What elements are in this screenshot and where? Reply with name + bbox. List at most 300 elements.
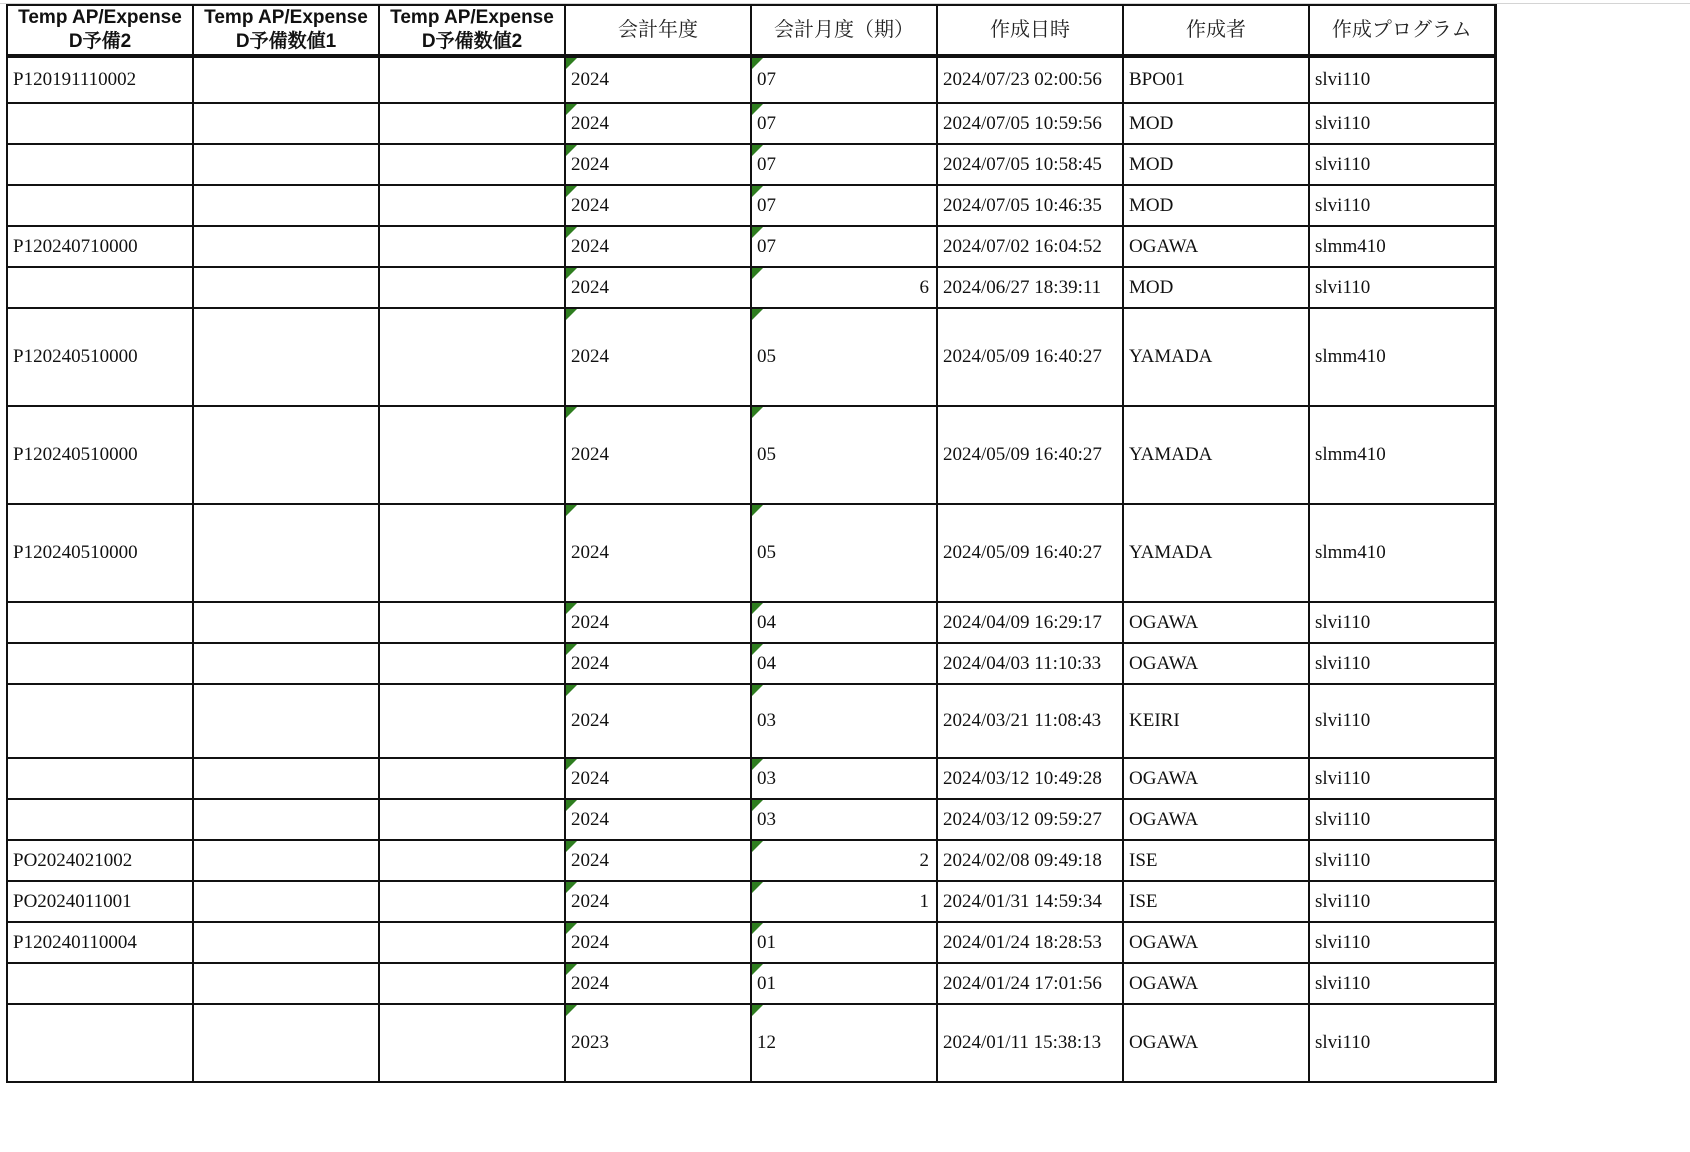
cell-year[interactable]	[565, 504, 751, 602]
cell-creator[interactable]	[1123, 758, 1309, 799]
cell-year[interactable]	[565, 406, 751, 504]
number-as-text-marker-icon	[566, 227, 577, 238]
cell-creator[interactable]	[1123, 799, 1309, 840]
cell-creator[interactable]	[1123, 684, 1309, 758]
cell-program[interactable]	[1309, 922, 1495, 963]
cell-spare2[interactable]	[7, 643, 193, 684]
cell-creator[interactable]	[1123, 267, 1309, 308]
cell-creator-value: BPO01	[1129, 69, 1185, 90]
cell-created-at[interactable]	[937, 643, 1123, 684]
cell-spare2[interactable]	[7, 308, 193, 406]
col-header-num2[interactable]: Temp AP/Expense D予備数値2	[379, 5, 565, 56]
cell-program[interactable]	[1309, 963, 1495, 1004]
cell-period-value: 03	[757, 808, 776, 830]
cell-program-value: slmm410	[1315, 235, 1386, 257]
number-as-text-marker-icon	[566, 1005, 577, 1016]
cell-program-value: slvi110	[1315, 276, 1371, 298]
cell-period-value: 1	[919, 890, 929, 912]
number-as-text-marker-icon	[752, 603, 763, 614]
cell-created-at-value: 2024/07/23 02:00:56	[943, 69, 1102, 90]
table-body	[7, 56, 1495, 1082]
cell-period[interactable]	[751, 684, 937, 758]
cell-period-value: 07	[757, 153, 776, 175]
col-header-created-at[interactable]: 作成日時	[937, 5, 1123, 56]
cell-creator[interactable]	[1123, 144, 1309, 185]
number-as-text-marker-icon	[566, 145, 577, 156]
cell-year[interactable]	[565, 799, 751, 840]
cell-spare2-value: P120240510000	[13, 444, 138, 465]
cell-program-value: slvi110	[1315, 611, 1371, 633]
number-as-text-marker-icon	[752, 186, 763, 197]
cell-year[interactable]	[565, 840, 751, 881]
cell-year-value: 2024	[571, 808, 609, 830]
cell-created-at[interactable]	[937, 267, 1123, 308]
cell-num1[interactable]	[193, 308, 379, 406]
cell-spare2-value: PO2024021002	[13, 849, 133, 871]
number-as-text-marker-icon	[752, 685, 763, 696]
cell-period[interactable]	[751, 963, 937, 1004]
cell-created-at[interactable]	[937, 881, 1123, 922]
cell-spare2[interactable]	[7, 226, 193, 267]
cell-creator-value: OGAWA	[1129, 767, 1199, 789]
cell-program-value: slvi110	[1315, 972, 1371, 994]
cell-period[interactable]	[751, 840, 937, 881]
cell-program[interactable]	[1309, 840, 1495, 881]
cell-creator[interactable]	[1123, 922, 1309, 963]
cell-spare2[interactable]	[7, 922, 193, 963]
cell-period[interactable]	[751, 922, 937, 963]
cell-num1[interactable]	[193, 185, 379, 226]
cell-spare2[interactable]	[7, 103, 193, 144]
number-as-text-marker-icon	[566, 800, 577, 811]
cell-program-value: slvi110	[1315, 652, 1371, 674]
cell-creator-value: YAMADA	[1129, 542, 1213, 563]
table-row	[7, 799, 1495, 840]
cell-num2[interactable]	[379, 406, 565, 504]
cell-num1[interactable]	[193, 643, 379, 684]
cell-created-at[interactable]	[937, 1004, 1123, 1082]
cell-year[interactable]	[565, 308, 751, 406]
cell-program-value: slvi110	[1315, 931, 1371, 953]
cell-created-at[interactable]	[937, 144, 1123, 185]
cell-year-value: 2024	[571, 444, 609, 465]
cell-num2[interactable]	[379, 881, 565, 922]
col-header-num1[interactable]: Temp AP/Expense D予備数値1	[193, 5, 379, 56]
cell-num1[interactable]	[193, 1004, 379, 1082]
cell-year-value: 2024	[571, 542, 609, 563]
number-as-text-marker-icon	[752, 1005, 763, 1016]
cell-spare2[interactable]	[7, 758, 193, 799]
cell-program-value: slvi110	[1315, 112, 1371, 134]
cell-period[interactable]	[751, 799, 937, 840]
cell-program-value: slvi110	[1315, 849, 1371, 871]
number-as-text-marker-icon	[566, 309, 577, 320]
cell-spare2-value: P120240710000	[13, 235, 138, 257]
cell-creator-value: OGAWA	[1129, 611, 1199, 633]
cell-year[interactable]	[565, 643, 751, 684]
cell-program[interactable]	[1309, 1004, 1495, 1082]
cell-period[interactable]	[751, 185, 937, 226]
col-header-period[interactable]: 会計月度（期）	[751, 5, 937, 56]
cell-created-at[interactable]	[937, 185, 1123, 226]
cell-year-value: 2024	[571, 346, 609, 367]
cell-num2[interactable]	[379, 267, 565, 308]
cell-period[interactable]	[751, 267, 937, 308]
cell-creator[interactable]	[1123, 226, 1309, 267]
number-as-text-marker-icon	[752, 407, 763, 418]
cell-spare2-value: P120240110004	[13, 931, 137, 953]
cell-spare2-value: P120240510000	[13, 346, 138, 367]
cell-period-value: 05	[757, 346, 776, 367]
col-header-spare2[interactable]: Temp AP/Expense D予備2	[7, 5, 193, 56]
cell-year[interactable]	[565, 56, 751, 103]
col-header-year[interactable]: 会計年度	[565, 5, 751, 56]
table-row	[7, 504, 1495, 602]
cell-creator[interactable]	[1123, 881, 1309, 922]
cell-year-value: 2024	[571, 153, 609, 175]
number-as-text-marker-icon	[752, 841, 763, 852]
cell-year[interactable]	[565, 684, 751, 758]
cell-program[interactable]	[1309, 226, 1495, 267]
cell-period-value: 01	[757, 931, 776, 953]
cell-year[interactable]	[565, 185, 751, 226]
table-row	[7, 922, 1495, 963]
cell-num2[interactable]	[379, 1004, 565, 1082]
cell-creator[interactable]	[1123, 504, 1309, 602]
cell-spare2[interactable]	[7, 504, 193, 602]
cell-program[interactable]	[1309, 602, 1495, 643]
cell-program[interactable]	[1309, 881, 1495, 922]
cell-program[interactable]	[1309, 267, 1495, 308]
cell-num1[interactable]	[193, 267, 379, 308]
number-as-text-marker-icon	[752, 644, 763, 655]
cell-created-at-value: 2024/07/05 10:46:35	[943, 194, 1102, 216]
cell-num1[interactable]	[193, 922, 379, 963]
cell-created-at[interactable]	[937, 103, 1123, 144]
cell-creator[interactable]	[1123, 602, 1309, 643]
header-row	[7, 5, 1495, 56]
cell-creator[interactable]	[1123, 840, 1309, 881]
cell-period-value: 05	[757, 542, 776, 563]
cell-period-value: 03	[757, 767, 776, 789]
cell-period-value: 07	[757, 69, 776, 90]
cell-spare2-value: P120191110002	[13, 69, 137, 90]
number-as-text-marker-icon	[752, 268, 763, 279]
cell-num1[interactable]	[193, 406, 379, 504]
cell-num1[interactable]	[193, 103, 379, 144]
col-header-creator[interactable]: 作成者	[1123, 5, 1309, 56]
table-row	[7, 758, 1495, 799]
cell-creator-value: YAMADA	[1129, 346, 1213, 367]
cell-creator-value: MOD	[1129, 194, 1174, 216]
cell-period-value: 12	[757, 1032, 776, 1053]
cell-creator[interactable]	[1123, 103, 1309, 144]
cell-period-value: 04	[757, 611, 776, 633]
table-row	[7, 144, 1495, 185]
cell-num2[interactable]	[379, 185, 565, 226]
col-header-program[interactable]: 作成プログラム	[1309, 5, 1495, 56]
cell-program-value: slmm410	[1315, 444, 1386, 465]
number-as-text-marker-icon	[566, 759, 577, 770]
cell-year-value: 2024	[571, 611, 609, 633]
cell-period[interactable]	[751, 758, 937, 799]
cell-spare2[interactable]	[7, 185, 193, 226]
cell-created-at[interactable]	[937, 684, 1123, 758]
cell-created-at-value: 2024/07/02 16:04:52	[943, 235, 1102, 257]
number-as-text-marker-icon	[752, 104, 763, 115]
cell-num1[interactable]	[193, 56, 379, 103]
cell-spare2[interactable]	[7, 963, 193, 1004]
cell-creator[interactable]	[1123, 308, 1309, 406]
cell-num1[interactable]	[193, 684, 379, 758]
cell-period[interactable]	[751, 504, 937, 602]
cell-program[interactable]	[1309, 144, 1495, 185]
cell-creator-value: OGAWA	[1129, 931, 1199, 953]
cell-year-value: 2024	[571, 710, 609, 731]
number-as-text-marker-icon	[566, 841, 577, 852]
cell-num2[interactable]	[379, 799, 565, 840]
cell-created-at-value: 2024/07/05 10:58:45	[943, 153, 1102, 175]
cell-num2[interactable]	[379, 504, 565, 602]
cell-creator-value: OGAWA	[1129, 652, 1199, 674]
cell-created-at[interactable]	[937, 922, 1123, 963]
number-as-text-marker-icon	[566, 644, 577, 655]
cell-spare2[interactable]	[7, 406, 193, 504]
table-row	[7, 643, 1495, 684]
number-as-text-marker-icon	[752, 923, 763, 934]
cell-spare2[interactable]	[7, 267, 193, 308]
cell-spare2[interactable]	[7, 684, 193, 758]
cell-period-value: 04	[757, 652, 776, 674]
cell-created-at[interactable]	[937, 406, 1123, 504]
cell-num1[interactable]	[193, 602, 379, 643]
number-as-text-marker-icon	[566, 603, 577, 614]
cell-created-at[interactable]	[937, 308, 1123, 406]
table-row	[7, 308, 1495, 406]
cell-num1[interactable]	[193, 963, 379, 1004]
cell-num1[interactable]	[193, 144, 379, 185]
cell-created-at[interactable]	[937, 56, 1123, 103]
cell-creator-value: MOD	[1129, 153, 1174, 175]
number-as-text-marker-icon	[752, 759, 763, 770]
cell-creator-value: MOD	[1129, 112, 1174, 134]
cell-num1[interactable]	[193, 799, 379, 840]
cell-num2[interactable]	[379, 840, 565, 881]
cell-program[interactable]	[1309, 56, 1495, 103]
cell-program[interactable]	[1309, 103, 1495, 144]
cell-num2[interactable]	[379, 103, 565, 144]
cell-period[interactable]	[751, 308, 937, 406]
cell-year-value: 2023	[571, 1032, 609, 1053]
cell-spare2[interactable]	[7, 799, 193, 840]
cell-created-at-value: 2024/01/24 17:01:56	[943, 972, 1102, 994]
cell-creator[interactable]	[1123, 406, 1309, 504]
table-row	[7, 684, 1495, 758]
cell-spare2-value: PO2024011001	[13, 890, 132, 912]
cell-num2[interactable]	[379, 144, 565, 185]
cell-program-value: slvi110	[1315, 767, 1371, 789]
cell-year-value: 2024	[571, 112, 609, 134]
cell-year[interactable]	[565, 267, 751, 308]
cell-creator-value: OGAWA	[1129, 235, 1199, 257]
cell-period[interactable]	[751, 56, 937, 103]
cell-spare2[interactable]	[7, 881, 193, 922]
cell-created-at-value: 2024/05/09 16:40:27	[943, 444, 1102, 465]
cell-period-value: 07	[757, 235, 776, 257]
cell-program[interactable]	[1309, 185, 1495, 226]
cell-program[interactable]	[1309, 758, 1495, 799]
number-as-text-marker-icon	[752, 58, 763, 69]
cell-period-value: 05	[757, 444, 776, 465]
cell-period[interactable]	[751, 881, 937, 922]
cell-period[interactable]	[751, 643, 937, 684]
cell-period[interactable]	[751, 602, 937, 643]
cell-num1[interactable]	[193, 226, 379, 267]
cell-year[interactable]	[565, 963, 751, 1004]
cell-year[interactable]	[565, 922, 751, 963]
cell-year-value: 2024	[571, 972, 609, 994]
table-row	[7, 881, 1495, 922]
number-as-text-marker-icon	[566, 104, 577, 115]
table-row	[7, 185, 1495, 226]
cell-created-at[interactable]	[937, 963, 1123, 1004]
cell-created-at[interactable]	[937, 602, 1123, 643]
cell-year[interactable]	[565, 602, 751, 643]
cell-year-value: 2024	[571, 276, 609, 298]
cell-year-value: 2024	[571, 652, 609, 674]
cell-program[interactable]	[1309, 504, 1495, 602]
number-as-text-marker-icon	[566, 923, 577, 934]
cell-period[interactable]	[751, 1004, 937, 1082]
number-as-text-marker-icon	[566, 186, 577, 197]
cell-num1[interactable]	[193, 840, 379, 881]
cell-program[interactable]	[1309, 308, 1495, 406]
number-as-text-marker-icon	[752, 800, 763, 811]
number-as-text-marker-icon	[752, 505, 763, 516]
table-row	[7, 267, 1495, 308]
cell-num1[interactable]	[193, 504, 379, 602]
cell-created-at-value: 2024/04/03 11:10:33	[943, 652, 1102, 674]
cell-creator[interactable]	[1123, 1004, 1309, 1082]
table-row	[7, 840, 1495, 881]
cell-year-value: 2024	[571, 194, 609, 216]
cell-created-at[interactable]	[937, 840, 1123, 881]
cell-creator[interactable]	[1123, 56, 1309, 103]
cell-program-value: slvi110	[1315, 808, 1371, 830]
cell-created-at-value: 2024/03/21 11:08:43	[943, 710, 1102, 731]
cell-spare2[interactable]	[7, 840, 193, 881]
cell-period-value: 6	[919, 276, 929, 298]
cell-created-at[interactable]	[937, 226, 1123, 267]
cell-creator[interactable]	[1123, 185, 1309, 226]
cell-program[interactable]	[1309, 406, 1495, 504]
cell-year-value: 2024	[571, 890, 609, 912]
number-as-text-marker-icon	[566, 964, 577, 975]
cell-period-value: 07	[757, 194, 776, 216]
cell-created-at-value: 2024/02/08 09:49:18	[943, 849, 1102, 871]
cell-created-at[interactable]	[937, 799, 1123, 840]
cell-period-value: 01	[757, 972, 776, 994]
cell-year[interactable]	[565, 144, 751, 185]
cell-num2[interactable]	[379, 56, 565, 103]
cell-creator[interactable]	[1123, 643, 1309, 684]
cell-creator-value: OGAWA	[1129, 808, 1199, 830]
cell-program[interactable]	[1309, 643, 1495, 684]
cell-program-value: slvi110	[1315, 1032, 1371, 1053]
cell-created-at-value: 2024/01/24 18:28:53	[943, 931, 1102, 953]
number-as-text-marker-icon	[752, 882, 763, 893]
cell-year[interactable]	[565, 1004, 751, 1082]
cell-num2[interactable]	[379, 643, 565, 684]
cell-period[interactable]	[751, 144, 937, 185]
cell-creator-value: ISE	[1129, 890, 1158, 912]
cell-created-at-value: 2024/01/11 15:38:13	[943, 1032, 1102, 1053]
cell-creator[interactable]	[1123, 963, 1309, 1004]
cell-spare2[interactable]	[7, 56, 193, 103]
cell-created-at-value: 2024/05/09 16:40:27	[943, 542, 1102, 563]
cell-num2[interactable]	[379, 226, 565, 267]
table-row	[7, 963, 1495, 1004]
cell-year-value: 2024	[571, 767, 609, 789]
number-as-text-marker-icon	[566, 407, 577, 418]
cell-num1[interactable]	[193, 758, 379, 799]
cell-year[interactable]	[565, 758, 751, 799]
cell-program-value: slvi110	[1315, 890, 1371, 912]
cell-spare2-value: P120240510000	[13, 542, 138, 563]
table-row	[7, 406, 1495, 504]
cell-spare2[interactable]	[7, 144, 193, 185]
table-row	[7, 103, 1495, 144]
cell-period[interactable]	[751, 406, 937, 504]
cell-created-at-value: 2024/03/12 10:49:28	[943, 767, 1102, 789]
cell-year[interactable]	[565, 226, 751, 267]
cell-created-at[interactable]	[937, 504, 1123, 602]
cell-spare2[interactable]	[7, 1004, 193, 1082]
cell-period[interactable]	[751, 226, 937, 267]
cell-created-at-value: 2024/03/12 09:59:27	[943, 808, 1102, 830]
number-as-text-marker-icon	[752, 309, 763, 320]
number-as-text-marker-icon	[752, 227, 763, 238]
cell-num2[interactable]	[379, 963, 565, 1004]
cell-year-value: 2024	[571, 931, 609, 953]
cell-created-at[interactable]	[937, 758, 1123, 799]
number-as-text-marker-icon	[752, 145, 763, 156]
cell-spare2[interactable]	[7, 602, 193, 643]
cell-year[interactable]	[565, 103, 751, 144]
cell-program[interactable]	[1309, 684, 1495, 758]
cell-year[interactable]	[565, 881, 751, 922]
cell-program-value: slmm410	[1315, 346, 1386, 367]
cell-creator-value: MOD	[1129, 276, 1174, 298]
data-table	[6, 4, 1497, 1083]
cell-program-value: slvi110	[1315, 194, 1371, 216]
cell-num1[interactable]	[193, 881, 379, 922]
cell-num2[interactable]	[379, 922, 565, 963]
cell-created-at-value: 2024/01/31 14:59:34	[943, 890, 1102, 912]
cell-num2[interactable]	[379, 308, 565, 406]
cell-num2[interactable]	[379, 684, 565, 758]
cell-num2[interactable]	[379, 602, 565, 643]
cell-creator-value: OGAWA	[1129, 1032, 1199, 1053]
cell-num2[interactable]	[379, 758, 565, 799]
cell-creator-value: OGAWA	[1129, 972, 1199, 994]
cell-program-value: slvi110	[1315, 153, 1371, 175]
cell-program[interactable]	[1309, 799, 1495, 840]
cell-period-value: 03	[757, 710, 776, 731]
number-as-text-marker-icon	[566, 58, 577, 69]
cell-year-value: 2024	[571, 69, 609, 90]
cell-period[interactable]	[751, 103, 937, 144]
